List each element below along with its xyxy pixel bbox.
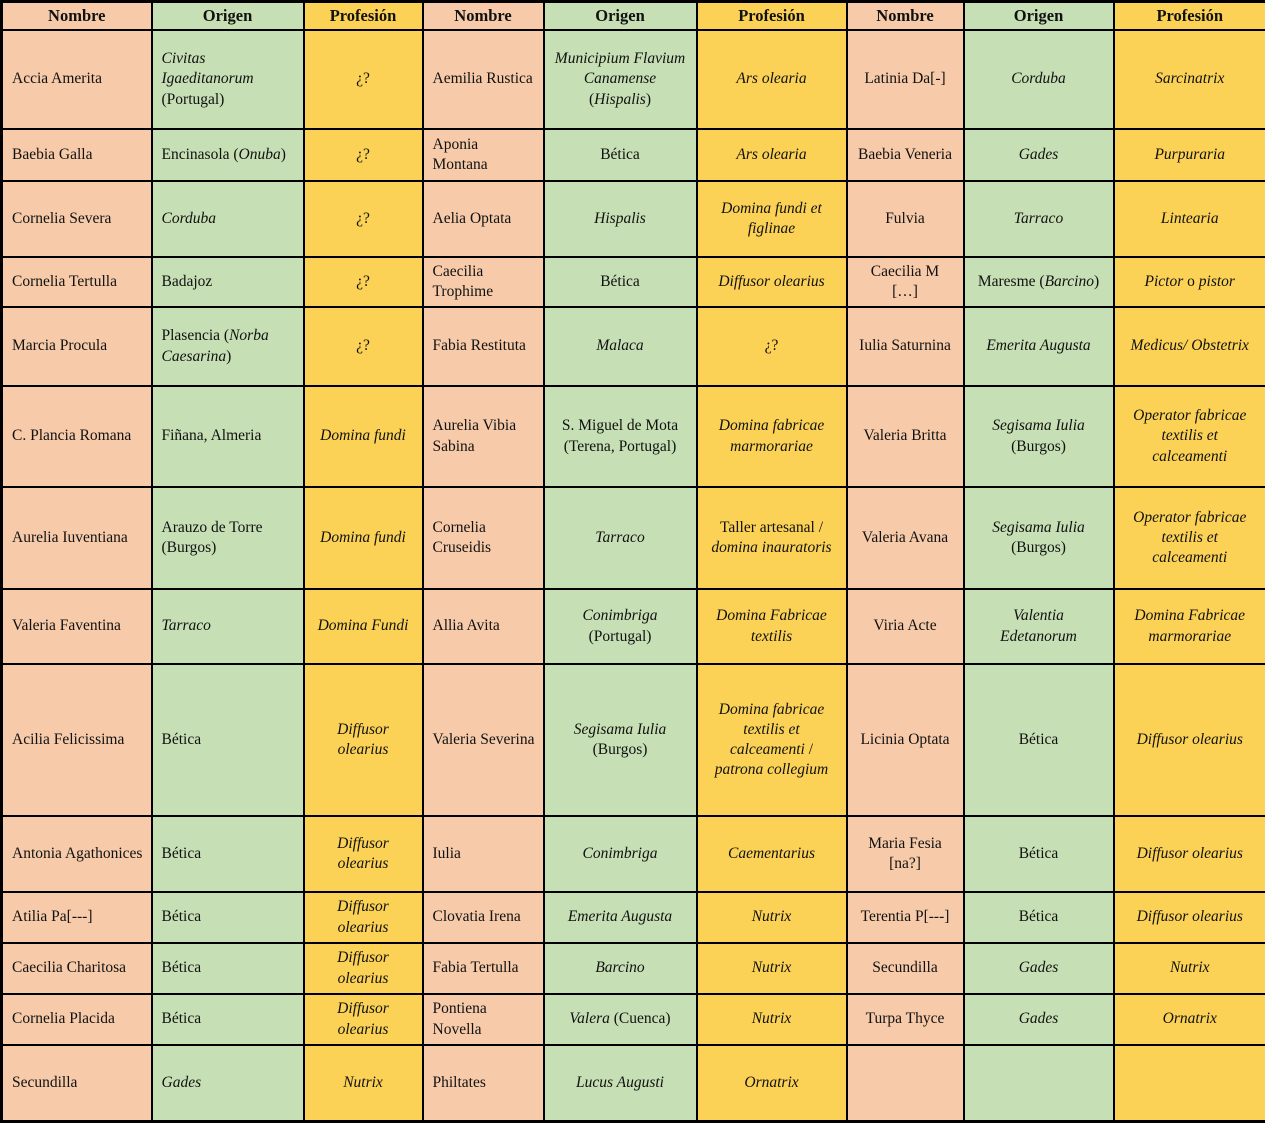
cell-origen: Gades	[152, 1045, 304, 1121]
cell-nombre	[847, 1045, 964, 1121]
cell-nombre: Valeria Severina	[423, 664, 544, 816]
column-header-name: Nombre	[2, 2, 152, 31]
cell-origen: Tarraco	[544, 487, 697, 589]
cell-nombre: Acilia Felicissima	[2, 664, 152, 816]
cell-nombre: Turpa Thyce	[847, 994, 964, 1045]
column-header-profession: Profesión	[1114, 2, 1265, 31]
cell-origen: Emerita Augusta	[964, 307, 1114, 386]
table-row	[2, 589, 1265, 664]
column-header-name: Nombre	[847, 2, 964, 31]
table-row	[2, 892, 1265, 943]
cell-profesion: Ars olearia	[697, 129, 847, 181]
table-row	[2, 1045, 1265, 1121]
table-row	[2, 994, 1265, 1045]
cell-profesion: Diffusor olearius	[304, 892, 423, 943]
cell-origen: Plasencia (Norba Caesarina)	[152, 307, 304, 386]
cell-profesion: Diffusor olearius	[304, 664, 423, 816]
cell-origen: Conimbriga (Portugal)	[544, 589, 697, 664]
column-header-name: Nombre	[423, 2, 544, 31]
cell-nombre: Fabia Restituta	[423, 307, 544, 386]
cell-profesion: Diffusor olearius	[697, 257, 847, 307]
cell-nombre: Allia Avita	[423, 589, 544, 664]
cell-origen: Tarraco	[964, 181, 1114, 257]
cell-nombre: Pontiena Novella	[423, 994, 544, 1045]
cell-profesion: Domina fabricae marmorariae	[697, 386, 847, 487]
cell-nombre: Aurelia Iuventiana	[2, 487, 152, 589]
cell-profesion: ¿?	[304, 307, 423, 386]
cell-nombre: Baebia Veneria	[847, 129, 964, 181]
cell-nombre: Secundilla	[2, 1045, 152, 1121]
cell-profesion: Ornatrix	[1114, 994, 1265, 1045]
cell-origen: Encinasola (Onuba)	[152, 129, 304, 181]
cell-profesion: Caementarius	[697, 816, 847, 892]
cell-origen: Bética	[964, 816, 1114, 892]
cell-origen: Badajoz	[152, 257, 304, 307]
cell-profesion: Domina fabricae textilis et calceamenti / patrona collegium	[697, 664, 847, 816]
cell-nombre: Valeria Britta	[847, 386, 964, 487]
cell-origen: Corduba	[152, 181, 304, 257]
cell-nombre: Terentia P[---]	[847, 892, 964, 943]
cell-nombre: Caecilia Trophime	[423, 257, 544, 307]
cell-profesion: Medicus/ Obstetrix	[1114, 307, 1265, 386]
column-header-origin: Origen	[964, 2, 1114, 31]
cell-nombre: Baebia Galla	[2, 129, 152, 181]
cell-nombre: C. Plancia Romana	[2, 386, 152, 487]
cell-nombre: Cornelia Severa	[2, 181, 152, 257]
cell-nombre: Cornelia Tertulla	[2, 257, 152, 307]
table-row	[2, 487, 1265, 589]
cell-profesion: Nutrix	[697, 994, 847, 1045]
cell-profesion: Domina fundi et figlinae	[697, 181, 847, 257]
cell-origen: Civitas Igaeditanorum (Portugal)	[152, 30, 304, 129]
cell-origen: Barcino	[544, 943, 697, 994]
cell-origen: Segisama Iulia (Burgos)	[544, 664, 697, 816]
cell-profesion: Sarcinatrix	[1114, 30, 1265, 129]
table-row	[2, 943, 1265, 994]
cell-nombre: Fabia Tertulla	[423, 943, 544, 994]
cell-origen: S. Miguel de Mota (Terena, Portugal)	[544, 386, 697, 487]
cell-origen: Municipium Flavium Canamense (Hispalis)	[544, 30, 697, 129]
cell-profesion: ¿?	[304, 129, 423, 181]
cell-profesion: Operator fabricae textilis et calceamenti	[1114, 386, 1265, 487]
cell-origen: Bética	[152, 892, 304, 943]
cell-profesion: Domina Fundi	[304, 589, 423, 664]
table-row	[2, 129, 1265, 181]
cell-origen: Maresme (Barcino)	[964, 257, 1114, 307]
cell-profesion: Domina fundi	[304, 386, 423, 487]
cell-profesion: Nutrix	[697, 943, 847, 994]
column-header-profession: Profesión	[304, 2, 423, 31]
cell-origen: Malaca	[544, 307, 697, 386]
cell-profesion: ¿?	[697, 307, 847, 386]
column-header-profession: Profesión	[697, 2, 847, 31]
cell-origen: Conimbriga	[544, 816, 697, 892]
cell-origen	[964, 1045, 1114, 1121]
cell-profesion: Diffusor olearius	[304, 816, 423, 892]
cell-profesion: ¿?	[304, 257, 423, 307]
cell-nombre: Valeria Avana	[847, 487, 964, 589]
cell-origen: Bética	[152, 816, 304, 892]
cell-nombre: Cornelia Placida	[2, 994, 152, 1045]
table-row	[2, 816, 1265, 892]
cell-nombre: Viria Acte	[847, 589, 964, 664]
cell-nombre: Accia Amerita	[2, 30, 152, 129]
column-header-origin: Origen	[544, 2, 697, 31]
cell-nombre: Iulia Saturnina	[847, 307, 964, 386]
cell-profesion: Pictor o pistor	[1114, 257, 1265, 307]
cell-origen: Bética	[152, 994, 304, 1045]
cell-origen: Bética	[152, 943, 304, 994]
cell-profesion: Nutrix	[1114, 943, 1265, 994]
cell-nombre: Fulvia	[847, 181, 964, 257]
cell-nombre: Aponia Montana	[423, 129, 544, 181]
cell-nombre: Atilia Pa[---]	[2, 892, 152, 943]
cell-nombre: Iulia	[423, 816, 544, 892]
cell-profesion: ¿?	[304, 181, 423, 257]
cell-profesion: Domina fundi	[304, 487, 423, 589]
cell-origen: Gades	[964, 943, 1114, 994]
cell-profesion: Diffusor olearius	[304, 943, 423, 994]
cell-origen: Corduba	[964, 30, 1114, 129]
cell-origen: Emerita Augusta	[544, 892, 697, 943]
cell-origen: Bética	[544, 257, 697, 307]
cell-profesion: Diffusor olearius	[1114, 892, 1265, 943]
table-row	[2, 257, 1265, 307]
cell-origen: Bética	[964, 892, 1114, 943]
table-row	[2, 181, 1265, 257]
cell-profesion: Diffusor olearius	[1114, 816, 1265, 892]
cell-nombre: Aurelia Vibia Sabina	[423, 386, 544, 487]
cell-origen: Segisama Iulia (Burgos)	[964, 487, 1114, 589]
cell-profesion: Ars olearia	[697, 30, 847, 129]
cell-profesion: Diffusor olearius	[304, 994, 423, 1045]
cell-origen: Bética	[544, 129, 697, 181]
cell-nombre: Antonia Agathonices	[2, 816, 152, 892]
cell-origen: Valentia Edetanorum	[964, 589, 1114, 664]
cell-nombre: Secundilla	[847, 943, 964, 994]
cell-profesion: Ornatrix	[697, 1045, 847, 1121]
cell-nombre: Licinia Optata	[847, 664, 964, 816]
cell-nombre: Caecilia Charitosa	[2, 943, 152, 994]
cell-profesion: ¿?	[304, 30, 423, 129]
cell-profesion: Lintearia	[1114, 181, 1265, 257]
cell-profesion	[1114, 1045, 1265, 1121]
cell-origen: Fiñana, Almeria	[152, 386, 304, 487]
cell-nombre: Aemilia Rustica	[423, 30, 544, 129]
table-row	[2, 30, 1265, 129]
cell-origen: Bética	[964, 664, 1114, 816]
cell-profesion: Diffusor olearius	[1114, 664, 1265, 816]
cell-origen: Bética	[152, 664, 304, 816]
table-row	[2, 664, 1265, 816]
cell-nombre: Valeria Faventina	[2, 589, 152, 664]
cell-origen: Segisama Iulia (Burgos)	[964, 386, 1114, 487]
cell-origen: Tarraco	[152, 589, 304, 664]
cell-profesion: Operator fabricae textilis et calceamenti	[1114, 487, 1265, 589]
cell-profesion: Purpuraria	[1114, 129, 1265, 181]
cell-profesion: Domina Fabricae marmorariae	[1114, 589, 1265, 664]
cell-origen: Gades	[964, 994, 1114, 1045]
cell-nombre: Aelia Optata	[423, 181, 544, 257]
table-head	[2, 2, 1265, 31]
cell-nombre: Cornelia Cruseidis	[423, 487, 544, 589]
column-header-origin: Origen	[152, 2, 304, 31]
cell-profesion: Nutrix	[304, 1045, 423, 1121]
cell-origen: Valera (Cuenca)	[544, 994, 697, 1045]
header-row	[2, 2, 1265, 31]
cell-origen: Hispalis	[544, 181, 697, 257]
table-row	[2, 386, 1265, 487]
cell-nombre: Marcia Procula	[2, 307, 152, 386]
cell-origen: Arauzo de Torre (Burgos)	[152, 487, 304, 589]
table-body	[2, 30, 1265, 1121]
cell-nombre: Maria Fesia [na?]	[847, 816, 964, 892]
cell-nombre: Caecilia M […]	[847, 257, 964, 307]
cell-nombre: Philtates	[423, 1045, 544, 1121]
cell-origen: Gades	[964, 129, 1114, 181]
cell-nombre: Latinia Da[-]	[847, 30, 964, 129]
cell-origen: Lucus Augusti	[544, 1045, 697, 1121]
cell-nombre: Clovatia Irena	[423, 892, 544, 943]
table-row	[2, 307, 1265, 386]
cell-profesion: Taller artesanal / domina inauratoris	[697, 487, 847, 589]
cell-profesion: Nutrix	[697, 892, 847, 943]
cell-profesion: Domina Fabricae textilis	[697, 589, 847, 664]
